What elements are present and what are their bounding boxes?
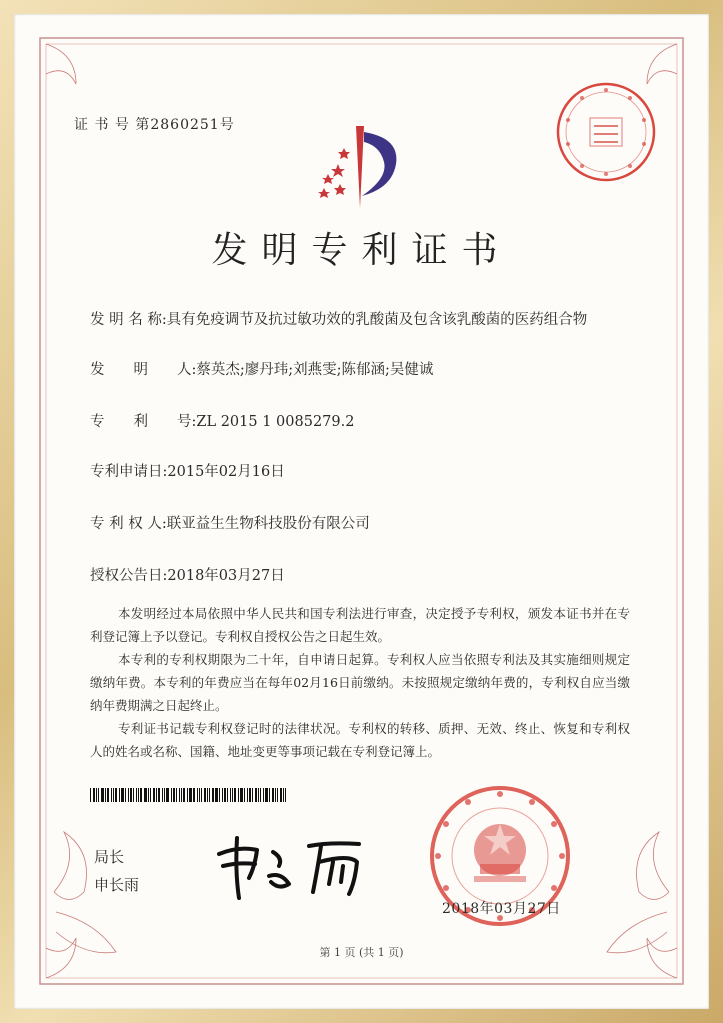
field-label: 发 明 人: (90, 362, 197, 378)
field-application-date (90, 460, 285, 481)
field-value: 具有免疫调节及抗过敏功效的乳酸菌及包含该乳酸菌的医药组合物 (166, 312, 588, 328)
field-value: 2018年03月27日 (167, 568, 285, 584)
certificate-paper (14, 14, 709, 1009)
director-signature (209, 832, 379, 902)
document-title: 发明专利证书 (211, 230, 512, 271)
field-invention-name (90, 308, 587, 329)
field-value: 2015年02月16日 (167, 464, 285, 480)
field-value: 蔡英杰;廖丹玮;刘燕雯;陈郁涵;吴健诚 (196, 362, 434, 378)
barcode (90, 788, 312, 802)
paragraph-grant: 本发明经过本局依照中华人民共和国专利法进行审查，决定授予专利权，颁发本证书并在专利登记簿上予以登记。专利权自授权公告之日起生效。 (90, 606, 630, 644)
field-label: 授权公告日: (90, 568, 168, 584)
field-label: 专 利 权 人: (90, 516, 167, 532)
tax-seal-stamp (554, 80, 658, 184)
field-value: 联亚益生生物科技股份有限公司 (166, 516, 370, 532)
field-grant-date (90, 564, 285, 585)
field-value: ZL 2015 1 0085279.2 (196, 414, 355, 430)
paragraph-term: 本专利的专利权期限为二十年，自申请日起算。专利权人应当依照专利法及其实施细则规定缴纳年费。本专利的年费应当在每年02月16日前缴纳。未按照规定缴纳年费的，专利权自应当缴纳年费期满之日起终止。 (90, 652, 630, 713)
field-label: 专利申请日: (90, 464, 168, 480)
paragraph-legal-status: 专利证书记载专利权登记时的法律状况。专利权的转移、质押、无效、终止、恢复和专利权人的姓名或名称、国籍、地址变更等事项记载在专利登记簿上。 (90, 721, 630, 759)
certificate-number: 证 书 号 第2860251号 (74, 117, 235, 133)
patent-office-logo (300, 112, 410, 210)
page-footer: 第 1 页 (共 1 页) (319, 946, 404, 959)
issue-date: 2018年03月27日 (442, 901, 561, 917)
field-patentee (90, 512, 370, 533)
director-title: 局长 (94, 848, 125, 866)
field-inventors (90, 358, 433, 379)
field-patent-number (90, 410, 354, 431)
director-name: 申长雨 (94, 876, 140, 894)
field-label: 专 利 号: (90, 414, 197, 430)
field-label: 发 明 名 称: (90, 312, 167, 328)
